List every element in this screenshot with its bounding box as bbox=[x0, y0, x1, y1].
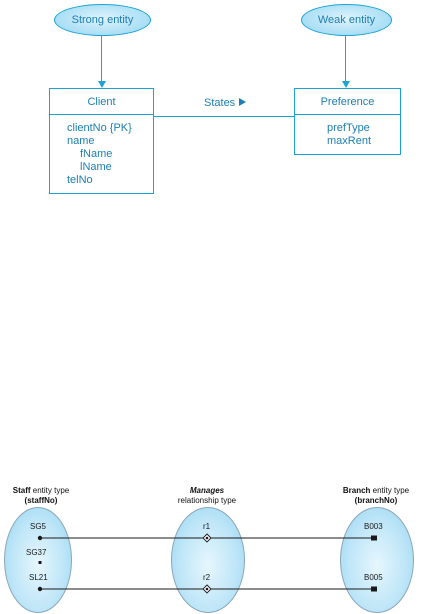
staff-occurrence-sg37: SG37 bbox=[26, 548, 47, 557]
occurrence-diamond-r1 bbox=[203, 534, 211, 542]
branch-occurrence-b003: B003 bbox=[364, 522, 383, 531]
states-label-text: States bbox=[204, 97, 236, 109]
staff-occurrence-sg5: SG5 bbox=[30, 522, 47, 531]
occurrence-dot-b003 bbox=[371, 536, 377, 541]
client-attr-clientno: clientNo {PK} bbox=[67, 122, 132, 134]
client-entity-title: Client bbox=[50, 89, 153, 115]
weak-entity-label: Weak entity bbox=[317, 14, 376, 26]
staff-entity-suffix: entity type bbox=[30, 486, 70, 495]
staff-occurrence-sl21: SL21 bbox=[29, 573, 48, 582]
client-attr-fname: fName bbox=[80, 148, 113, 160]
manages-occurrence-r1: r1 bbox=[203, 522, 211, 531]
occurrence-dot-sl21 bbox=[38, 587, 42, 591]
occurrence-dot-sg5 bbox=[38, 536, 42, 540]
staff-key: (staffNo) bbox=[24, 496, 58, 505]
client-attr-name: name bbox=[67, 135, 95, 147]
client-attr-telno: telNo bbox=[67, 174, 93, 186]
manages-relationship-suffix: relationship type bbox=[177, 496, 237, 505]
manages-occurrence-r2: r2 bbox=[203, 573, 211, 582]
branch-entity-suffix: entity type bbox=[370, 486, 410, 495]
branch-occurrence-b005: B005 bbox=[364, 573, 383, 582]
strong-entity-label: Strong entity bbox=[71, 14, 134, 26]
preference-attr-maxrent: maxRent bbox=[327, 135, 372, 147]
branch-key: (branchNo) bbox=[354, 496, 398, 505]
occurrence-dot-sg37 bbox=[39, 561, 42, 564]
occurrence-diamond-r2 bbox=[203, 585, 211, 593]
occurrence-dot-b005 bbox=[371, 587, 377, 592]
manages-relationship-name: Manages bbox=[189, 486, 225, 495]
preference-attr-preftype: prefType bbox=[327, 122, 370, 134]
staff-entity-name: Staff bbox=[12, 486, 31, 495]
preference-entity-title: Preference bbox=[295, 89, 400, 115]
branch-entity-name: Branch bbox=[342, 486, 371, 495]
client-attr-lname: lName bbox=[80, 161, 112, 173]
